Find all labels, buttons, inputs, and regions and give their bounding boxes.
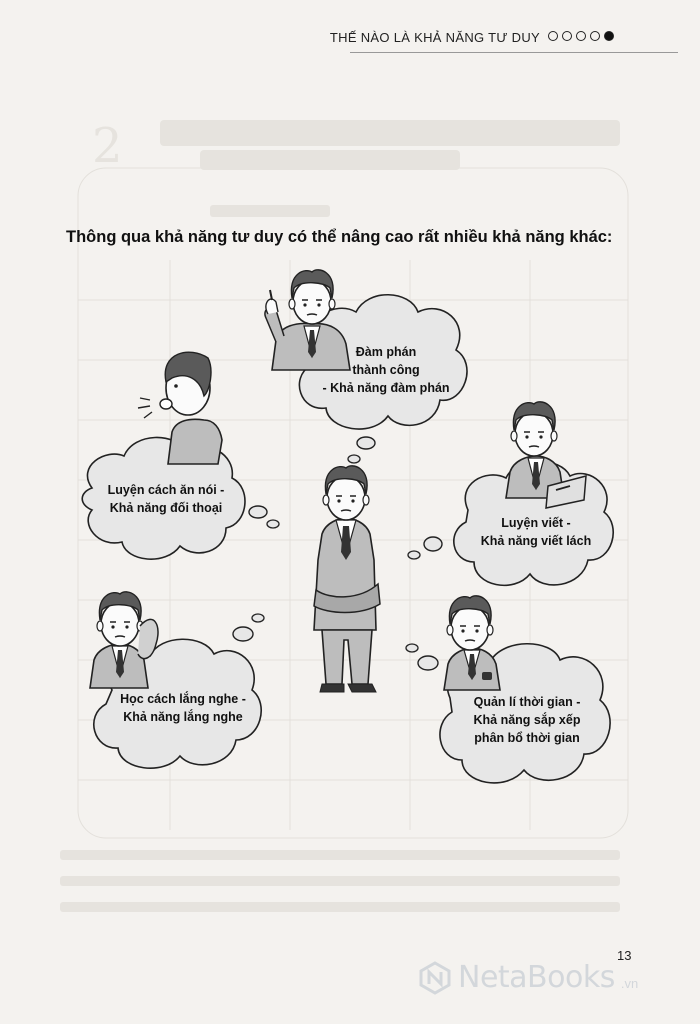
bubble-time-text: Quản lí thời gian - Khả năng sắp xếp phân bổ thời gian — [473, 695, 581, 745]
watermark-brand: NetaBooks — [458, 960, 615, 995]
bubble-speaking-text: Luyện cách ăn nói - Khả năng đối thoại — [107, 483, 225, 515]
bubble-writing-text: Luyện viết - Khả năng viết lách — [480, 516, 592, 548]
writer-character — [506, 402, 586, 508]
watermark — [418, 960, 638, 995]
watermark-logo-icon — [418, 961, 452, 995]
time-manager-character — [444, 596, 500, 690]
bubble-listening-text: Học cách lắng nghe - Khả năng lắng nghe — [120, 692, 246, 724]
running-header-title: THẾ NÀO LÀ KHẢ NĂNG TƯ DUY — [329, 30, 540, 45]
intro-sentence: Thông qua khả năng tư duy có thể nâng cao rất nhiều khả năng khác: — [66, 228, 613, 246]
watermark-suffix: .vn — [620, 976, 639, 991]
thinker-character — [314, 466, 380, 692]
bubble-negotiation-text: Đàm phán thành công - Khả năng đàm phán — [322, 345, 450, 395]
svg-text:2: 2 — [92, 118, 123, 174]
page-number: 13 — [617, 948, 632, 963]
